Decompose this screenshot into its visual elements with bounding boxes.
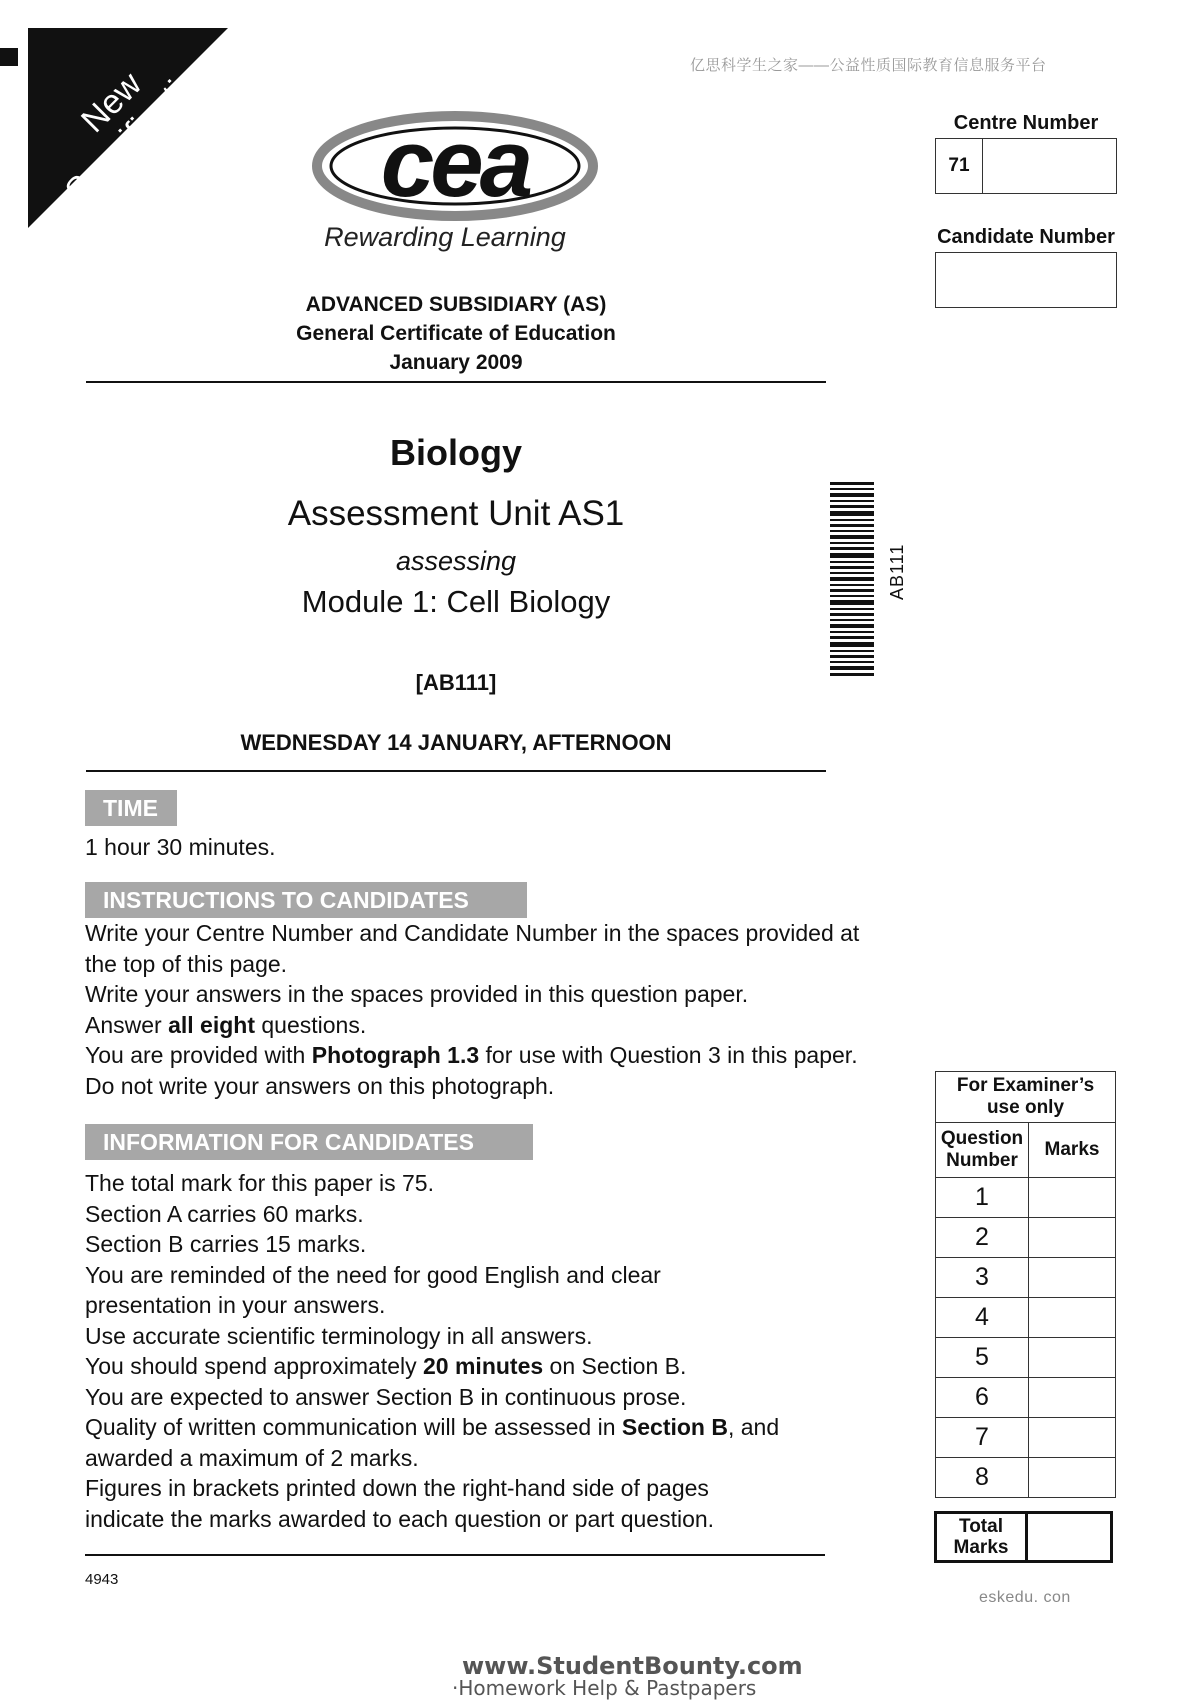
instruction-line: Answer all eight questions. [85,1011,367,1038]
total-marks-label: Total Marks [936,1513,1027,1562]
information-line: You are reminded of the need for good English and clear [85,1261,661,1288]
marks-cell[interactable] [1029,1178,1116,1218]
instructions-heading: INSTRUCTIONS TO CANDIDATES [85,882,527,918]
information-line: Quality of written communication will be assessed in Section B, and [85,1414,780,1440]
table-row [936,1178,1116,1218]
question-number: 7 [936,1418,1029,1458]
assessing-label: assessing [395,546,517,576]
information-line: awarded a maximum of 2 marks. [85,1444,419,1471]
qualification-certificate: General Certificate of Education [296,322,616,345]
information-line: The total mark for this paper is 75. [85,1170,434,1196]
examiner-table [935,1071,1116,1498]
emphasis: Photograph 1.3 [311,1042,480,1068]
question-number: 8 [936,1458,1029,1498]
candidate-number-label: Candidate Number [937,226,1115,248]
subject-title: Biology [390,432,522,473]
logo-tagline: Rewarding Learning [324,222,566,252]
question-number-header: Question Number [936,1123,1029,1178]
table-row [936,1458,1116,1498]
eskedu-watermark: eskedu. con [979,1589,1071,1606]
instruction-line: Write your Centre Number and Candidate Number in the spaces provided at [85,920,860,946]
total-marks-table [934,1511,1113,1563]
information-line: presentation in your answers. [85,1292,386,1318]
divider-bottom [85,1554,825,1556]
information-line: Use accurate scientific terminology in all answers. [85,1322,593,1349]
qualification-level: ADVANCED SUBSIDIARY (AS) [305,293,607,316]
watermark-top: 亿思科学生之家——公益性质国际教育信息服务平台 [690,57,1047,74]
question-number: 6 [936,1378,1029,1418]
information-line: Section B carries 15 marks. [85,1231,367,1257]
exam-session: WEDNESDAY 14 JANUARY, AFTERNOON [240,730,672,755]
module-title: Module 1: Cell Biology [301,584,611,619]
marks-cell[interactable] [1029,1378,1116,1418]
marks-cell[interactable] [1029,1298,1116,1338]
centre-number-box[interactable] [935,138,1117,194]
instruction-line: the top of this page. [85,950,288,977]
marks-cell[interactable] [1029,1418,1116,1458]
centre-number-value: 71 [936,139,983,193]
studentbounty-url[interactable]: www.StudentBounty.com [462,1652,803,1680]
information-heading: INFORMATION FOR CANDIDATES [85,1124,533,1160]
table-row [936,1298,1116,1338]
time-text: 1 hour 30 minutes. [85,834,276,860]
instruction-line: You are provided with Photograph 1.3 for use with Question 3 in this paper. [85,1042,858,1068]
table-row [936,1258,1116,1298]
information-line: indicate the marks awarded to each question or part question. [85,1505,715,1532]
studentbounty-tagline: ·Homework Help & Pastpapers [452,1676,757,1700]
barcode-label: AB111 [887,543,907,600]
divider-top [86,381,826,383]
barcode [830,482,874,678]
marks-cell[interactable] [1029,1258,1116,1298]
question-number: 4 [936,1298,1029,1338]
examiner-table-title: For Examiner’s use only [936,1072,1116,1123]
centre-number-label: Centre Number [953,112,1099,134]
table-row [936,1378,1116,1418]
information-line: You are expected to answer Section B in continuous prose. [85,1383,687,1410]
information-body [85,1168,779,1534]
information-line: Section A carries 60 marks. [85,1200,364,1227]
emphasis: 20 minutes [423,1353,544,1379]
candidate-number-box[interactable] [935,252,1117,308]
assessment-unit: Assessment Unit AS1 [287,494,625,533]
table-row [936,1418,1116,1458]
information-line: Figures in brackets printed down the right-hand side of pages [85,1475,709,1501]
paper-reference-code: 4943 [85,1571,119,1588]
question-number: 1 [936,1178,1029,1218]
table-row [936,1218,1116,1258]
instructions-body [85,918,859,1101]
qualification-block [86,290,826,377]
cea-logo [310,110,600,222]
marks-cell[interactable] [1029,1218,1116,1258]
new-spec-banner: New Specification [57,46,222,211]
instruction-line: Do not write your answers on this photograph. [85,1072,555,1099]
emphasis: Section B [621,1414,728,1440]
time-heading: TIME [85,790,177,826]
marks-cell[interactable] [1029,1458,1116,1498]
instruction-line: Write your answers in the spaces provided in this question paper. [85,981,749,1007]
qualification-date: January 2009 [389,351,523,374]
marks-header: Marks [1029,1123,1116,1178]
marks-cell[interactable] [1029,1338,1116,1378]
emphasis: all eight [168,1011,255,1038]
divider-middle [86,770,826,772]
total-marks-cell[interactable] [1027,1513,1112,1562]
corner-mark [0,48,18,66]
question-number: 5 [936,1338,1029,1378]
svg-text:cea: cea [380,110,530,217]
paper-code: [AB111] [415,670,497,695]
question-number: 3 [936,1258,1029,1298]
table-row [936,1338,1116,1378]
question-number: 2 [936,1218,1029,1258]
information-line: You should spend approximately 20 minutes on Section B. [85,1353,687,1379]
